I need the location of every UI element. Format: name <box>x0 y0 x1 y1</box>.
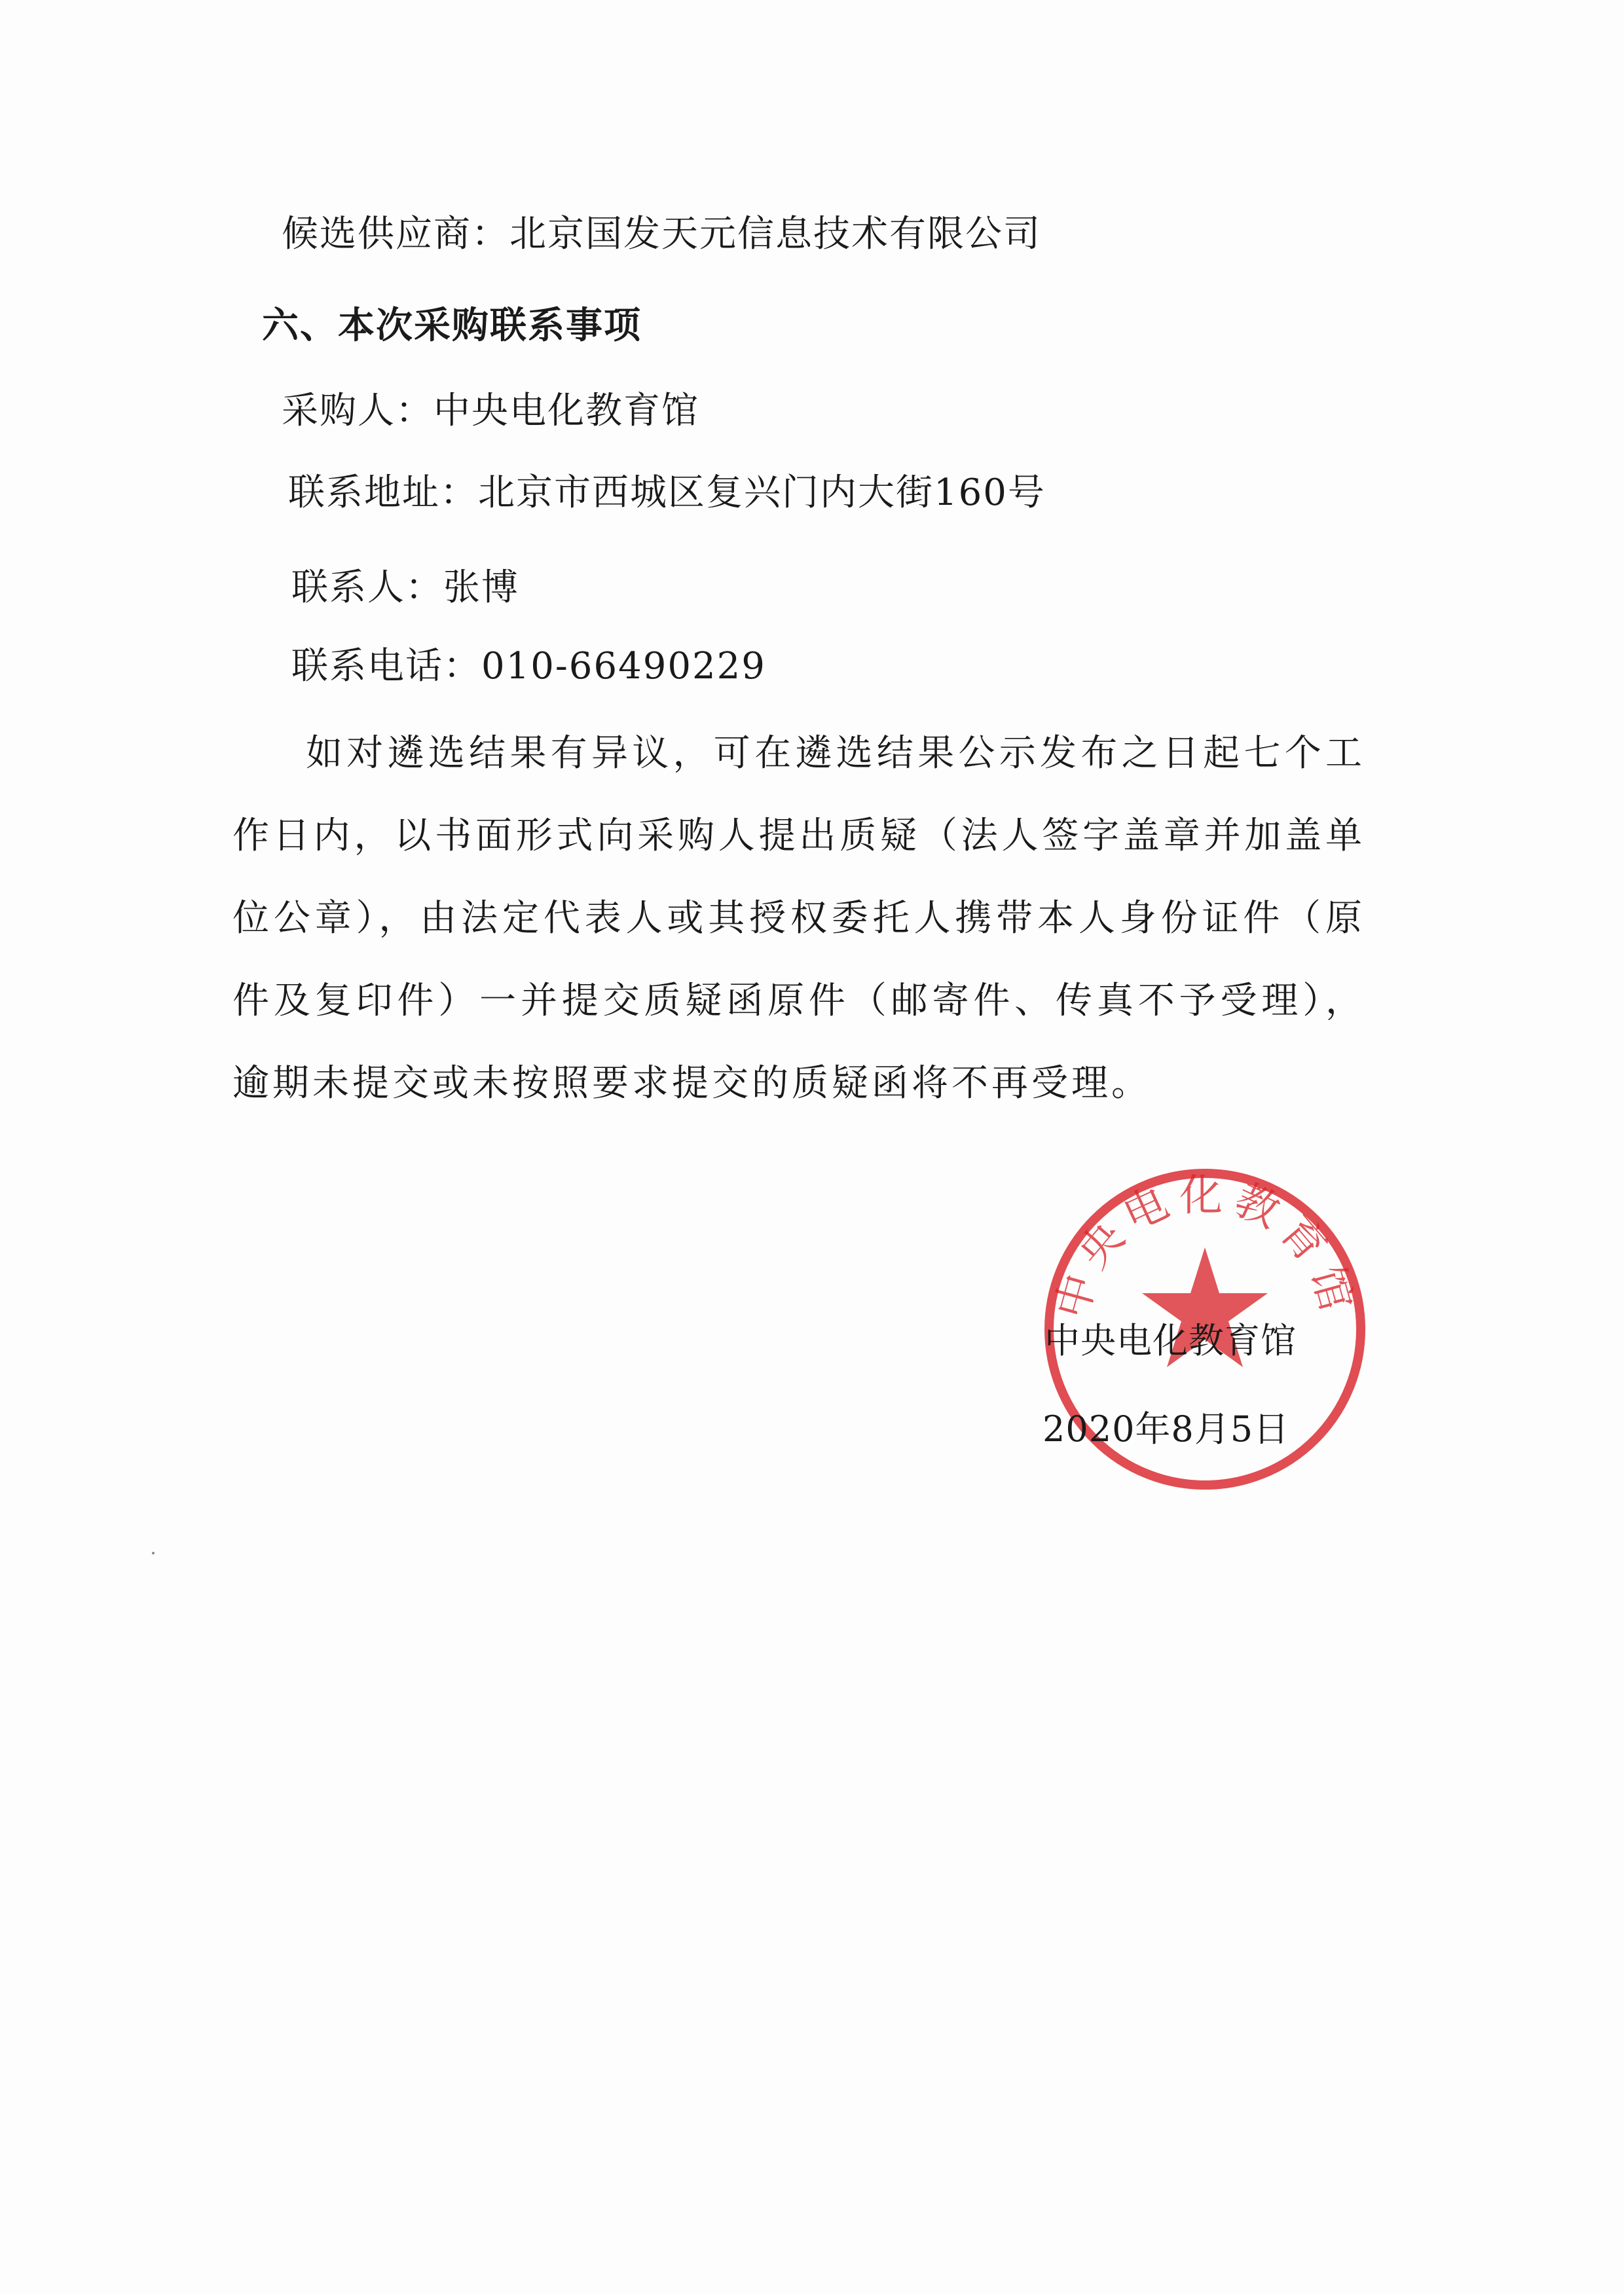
supplier-line: 候选供应商：北京国发天元信息技术有限公司 <box>282 213 1041 255</box>
section-heading: 六、本次采购联系事项 <box>262 304 642 347</box>
address-line: 联系地址：北京市西城区复兴门内大街160号 <box>288 471 1046 514</box>
contact-phone-line: 联系电话：010-66490229 <box>291 645 766 688</box>
purchaser-line: 采购人：中央电化教育馆 <box>282 390 699 432</box>
signature-organization: 中央电化教育馆 <box>1044 1320 1297 1361</box>
scan-speck <box>152 1552 155 1554</box>
notice-paragraph: 如对遴选结果有异议，可在遴选结果公示发布之日起七个工作日内，以书面形式向采购人提出质疑（法人签字盖章并加盖单位公章），由法定代表人或其授权委托人携带本人身份证件（原件及复印件）一并提交质疑函原件（邮寄件、传真不予受理），逾期未提交或未按照要求提交的质疑函将不再受理。 <box>232 732 1365 1105</box>
signature-date: 2020年8月5日 <box>1043 1408 1290 1450</box>
seal-text: 中央电化教育馆 <box>1046 1169 1364 1324</box>
contact-person-line: 联系人：张博 <box>291 566 519 609</box>
